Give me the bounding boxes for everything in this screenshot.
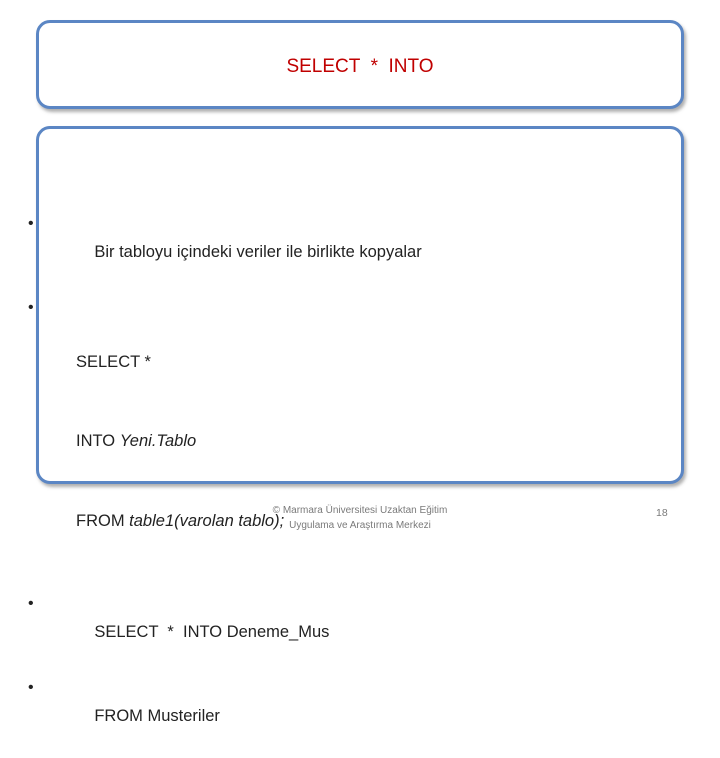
bullet-code-line: INTO Yeni.Tablo <box>76 432 197 450</box>
slide-footer <box>240 503 480 533</box>
bullet-item <box>28 294 422 590</box>
slide-title: SELECT * INTO <box>286 56 434 77</box>
bullet-list <box>28 210 422 758</box>
bullet-item <box>28 674 422 758</box>
bullet-text: SELECT * INTO Deneme_Mus <box>94 623 330 641</box>
bullet-text: FROM Musteriler <box>94 707 220 725</box>
bullet-item <box>28 590 422 674</box>
footer-line: Uygulama ve Araştırma Merkezi <box>289 520 431 531</box>
bullet-text: Bir tabloyu içindeki veriler ile birlikte kopyalar <box>94 243 422 261</box>
bullet-code-line: • SELECT * <box>76 353 151 371</box>
page-number: 18 <box>656 507 668 519</box>
bullet-item <box>28 210 422 294</box>
bullet-code-line: FROM table1(varolan tablo); <box>76 512 285 530</box>
footer-line: © Marmara Üniversitesi Uzaktan Eğitim <box>272 505 448 516</box>
